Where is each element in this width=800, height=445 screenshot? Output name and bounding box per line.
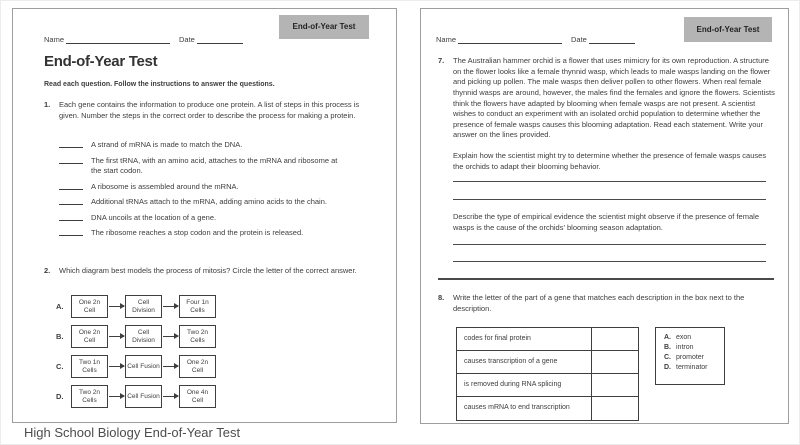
question-number: 7. — [438, 56, 445, 65]
date-label: Date — [571, 35, 587, 44]
name-label: Name — [436, 35, 457, 44]
q8-answer-key-box — [655, 327, 725, 385]
page-header-badge: End-of-Year Test — [684, 17, 772, 42]
diagram-box: One 4n Cell — [179, 385, 216, 408]
table-row — [457, 351, 638, 374]
step-text: DNA uncoils at the location of a gene. — [91, 212, 217, 222]
test-instructions: Read each question. Follow the instructions to answer the questions. — [44, 81, 275, 88]
key-item — [664, 354, 724, 361]
key-term: intron — [676, 344, 694, 351]
q1-step — [59, 197, 344, 208]
diagram-box: Cell Division — [125, 325, 162, 348]
q2-option-d — [56, 385, 216, 408]
key-letter: D. — [664, 364, 671, 371]
question-number: 2. — [44, 266, 51, 275]
q1-step — [59, 156, 344, 177]
option-letter[interactable]: C. — [56, 362, 64, 371]
answer-blank-line[interactable] — [59, 213, 83, 221]
option-letter[interactable]: A. — [56, 302, 64, 311]
answer-write-line[interactable] — [453, 261, 766, 262]
key-item — [664, 334, 724, 341]
diagram-box: Two 2n Cells — [71, 385, 108, 408]
diagram-box: Two 2n Cells — [179, 325, 216, 348]
table-row — [457, 397, 638, 420]
description-cell: codes for final protein — [457, 328, 592, 350]
arrow-right-icon — [163, 336, 178, 337]
diagram-box: Cell Fusion — [125, 355, 162, 378]
q7-prompt-1: Explain how the scientist might try to determine whether the presence of female wasps causes the orchids to adapt their blooming behavior. — [453, 151, 767, 171]
table-row — [457, 328, 638, 351]
question-2 — [44, 266, 361, 277]
diagram-box: One 2n Cell — [179, 355, 216, 378]
question-8 — [438, 293, 775, 314]
step-text: Additional tRNAs attach to the mRNA, adding amino acids to the chain. — [91, 197, 327, 206]
key-term: promoter — [676, 354, 705, 361]
question-text: Write the letter of the part of a gene that matches each description in the box next to the description. — [453, 293, 745, 313]
step-text: A ribosome is assembled around the mRNA. — [91, 181, 239, 191]
key-term: terminator — [676, 364, 708, 371]
description-cell: causes mRNA to end transcription — [457, 397, 592, 420]
question-number: 8. — [438, 293, 445, 302]
diagram-box: One 2n Cell — [71, 295, 108, 318]
test-page-2 — [420, 8, 789, 424]
q8-answer-cell[interactable] — [592, 374, 638, 396]
answer-write-line[interactable] — [453, 244, 766, 245]
key-letter: C. — [664, 354, 671, 361]
image-caption: High School Biology End-of-Year Test — [24, 425, 241, 440]
step-text: A strand of mRNA is made to match the DNA. — [91, 140, 243, 149]
arrow-right-icon — [163, 366, 178, 367]
question-7 — [438, 56, 775, 141]
question-text: Each gene contains the information to produce one protein. A list of steps in this process is given. Number the steps in the correct order to describe the process for making a protein. — [59, 100, 360, 120]
diagram-box: Cell Division — [125, 295, 162, 318]
key-letter: B. — [664, 344, 671, 351]
key-letter: A. — [664, 334, 671, 341]
option-letter[interactable]: B. — [56, 332, 64, 341]
option-letter[interactable]: D. — [56, 392, 64, 401]
arrow-right-icon — [163, 306, 178, 307]
answer-blank-line[interactable] — [59, 140, 83, 148]
diagram-box: Four 1n Cells — [179, 295, 216, 318]
table-row — [457, 374, 638, 397]
name-date-row — [436, 35, 635, 44]
arrow-right-icon — [109, 366, 124, 367]
answer-write-line[interactable] — [453, 199, 766, 200]
answer-write-line[interactable] — [453, 181, 766, 182]
answer-blank-line[interactable] — [59, 156, 83, 164]
q8-answer-cell[interactable] — [592, 328, 638, 350]
q2-option-c — [56, 355, 216, 378]
diagram-box: Cell Fusion — [125, 385, 162, 408]
q1-step — [59, 182, 344, 193]
question-text: The Australian hammer orchid is a flower that uses mimicry for its own reproduction. A structure on the flower looks like a female thynnid wasp, which leads to male wasps landing on the flower and picking up pollen. The male wasps then deliver pollen to other flowers. When real female thynnid wasps are around, however, the males find the females and ignore the flowers. Scientists think the flowers have adapted by blooming when female wasps are not present. A scientist wishes to conduct an experiment with an isolated orchid population to determine whether the presence of female wasps causes this blooming adaptation. Read each statement. Write your answer on the lines provided. — [453, 56, 775, 140]
q1-step — [59, 228, 344, 239]
test-page-1 — [12, 8, 397, 423]
q2-diagram — [56, 295, 216, 415]
test-title: End-of-Year Test — [44, 53, 158, 70]
question-text: Which diagram best models the process of mitosis? Circle the letter of the correct answer. — [59, 266, 357, 275]
q2-option-b — [56, 325, 216, 348]
key-term: exon — [676, 334, 692, 341]
question-number: 1. — [44, 100, 51, 109]
q2-option-a — [56, 295, 216, 318]
page-header-badge: End-of-Year Test — [279, 15, 369, 39]
date-label: Date — [179, 35, 195, 44]
date-blank-line[interactable] — [197, 35, 243, 44]
step-text: The first tRNA, with an amino acid, attaches to the mRNA and ribosome at the start codon. — [91, 155, 338, 175]
name-blank-line[interactable] — [458, 35, 562, 44]
step-text: The ribosome reaches a stop codon and the protein is released. — [91, 228, 304, 237]
name-label: Name — [44, 35, 65, 44]
arrow-right-icon — [109, 336, 124, 337]
description-cell: is removed during RNA splicing — [457, 374, 592, 396]
arrow-right-icon — [109, 396, 124, 397]
q8-matching-table — [456, 327, 639, 421]
arrow-right-icon — [163, 396, 178, 397]
diagram-box: One 2n Cell — [71, 325, 108, 348]
q8-answer-cell[interactable] — [592, 351, 638, 373]
arrow-right-icon — [109, 306, 124, 307]
name-date-row — [44, 35, 243, 44]
q1-step — [59, 213, 344, 224]
section-divider — [438, 278, 774, 280]
answer-blank-line[interactable] — [59, 228, 83, 236]
q1-steps-list — [59, 140, 344, 244]
answer-blank-line[interactable] — [59, 197, 83, 205]
key-item — [664, 364, 724, 371]
q8-answer-cell[interactable] — [592, 397, 638, 420]
question-1 — [44, 100, 361, 121]
diagram-box: Two 1n Cells — [71, 355, 108, 378]
name-blank-line[interactable] — [66, 35, 170, 44]
key-item — [664, 344, 724, 351]
answer-blank-line[interactable] — [59, 182, 83, 190]
date-blank-line[interactable] — [589, 35, 635, 44]
q1-step — [59, 140, 344, 151]
q7-prompt-2: Describe the type of empirical evidence the scientist might observe if the presence of female wasps is the cause of the orchids' blooming season adaptation. — [453, 212, 759, 232]
description-cell: causes transcription of a gene — [457, 351, 592, 373]
